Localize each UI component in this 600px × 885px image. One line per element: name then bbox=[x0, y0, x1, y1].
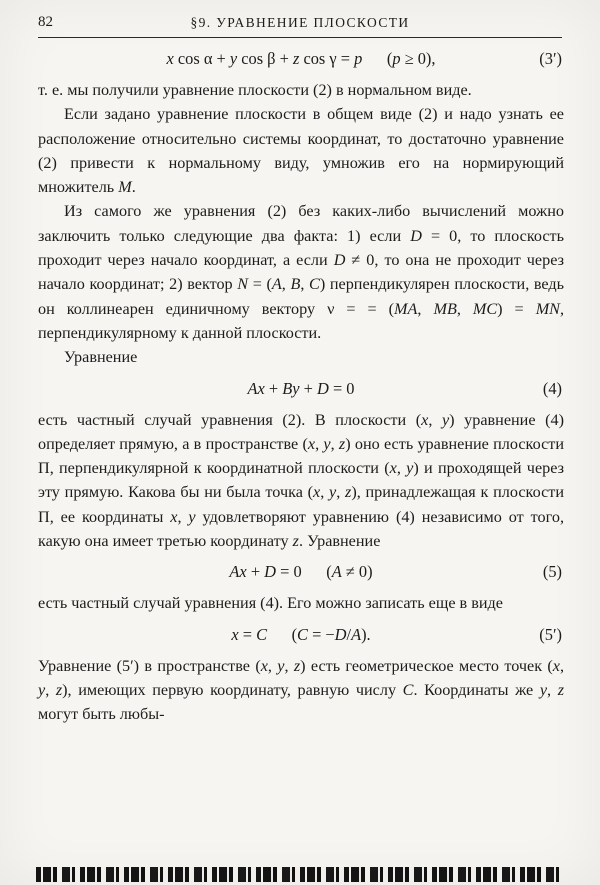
header-rule bbox=[38, 37, 562, 38]
display-equation-3prime bbox=[38, 47, 564, 71]
paragraph: Уравнение (5′) в пространстве (x, y, z) есть геометрическое место точек (x, y, z), имеющих первую координату, равную числу С. Координаты же y, z могут быть любы- bbox=[38, 656, 565, 724]
page-body bbox=[38, 47, 564, 727]
paragraph: Если задано уравнение плоскости в общем виде (2) и надо узнать ее расположение относительно системы координат, то достаточно уравнение (2) привести к нормальному виду, умножив его на нормирующий множитель М. bbox=[38, 105, 564, 197]
equation-number: (3′) bbox=[539, 49, 562, 68]
display-equation-5prime bbox=[38, 623, 564, 647]
running-title: §9. УРАВНЕНИЕ ПЛОСКОСТИ bbox=[190, 15, 410, 30]
paragraph: есть частный случай уравнения (4). Его можно записать еще в виде bbox=[38, 594, 503, 613]
display-equation-5 bbox=[38, 560, 564, 584]
equation-number: (5′) bbox=[539, 624, 562, 644]
paragraph: Уравнение bbox=[64, 348, 138, 367]
paragraph: есть частный случай уравнения (2). В плоскости (x, y) уравнение (4) определяет прямую, а в пространстве (x, y, z) оно есть уравнение плоскости П, перпендикулярной к координатной плоскости (x, y) и проходящей через эту прямую. Какова бы ни была точка (x, y, z), принадлежащая к плоскости П, ее координаты x, y удовлетворяют уравнению (4) независимо от того, какую она имеет третью координату z. Уравнение bbox=[38, 410, 565, 551]
equation-body: x = C (C = −D/A). bbox=[231, 624, 371, 644]
page-header bbox=[38, 13, 562, 32]
paragraph: т. е. мы получили уравнение плоскости (2) в нормальном виде. bbox=[38, 81, 472, 99]
equation-number: (4) bbox=[542, 378, 562, 398]
paragraph: Из самого же уравнения (2) без каких-либо вычислений можно заключить только следующие два факта: 1) если D = 0, то плоскость проходит через начало координат, а если D ≠ 0, то она не проходит через начало координат; 2) вектор N = (А, В, С) перпендикулярен плоскости, ведь он коллинеарен единичному вектору ν = = (МА, МВ, МС) = MN, перпендикулярному к данной плоскости. bbox=[38, 202, 565, 342]
equation-body: x cos α + y cos β + z cos γ = p (p ≥ 0), bbox=[166, 49, 436, 68]
equation-number: (5) bbox=[542, 562, 562, 582]
display-equation-4 bbox=[38, 377, 564, 401]
equation-body: Ax + D = 0 (A ≠ 0) bbox=[229, 562, 373, 582]
equation-body: Ax + By + D = 0 bbox=[247, 378, 355, 398]
scan-artifact-barcode bbox=[36, 867, 560, 882]
page-number: 82 bbox=[38, 14, 53, 30]
